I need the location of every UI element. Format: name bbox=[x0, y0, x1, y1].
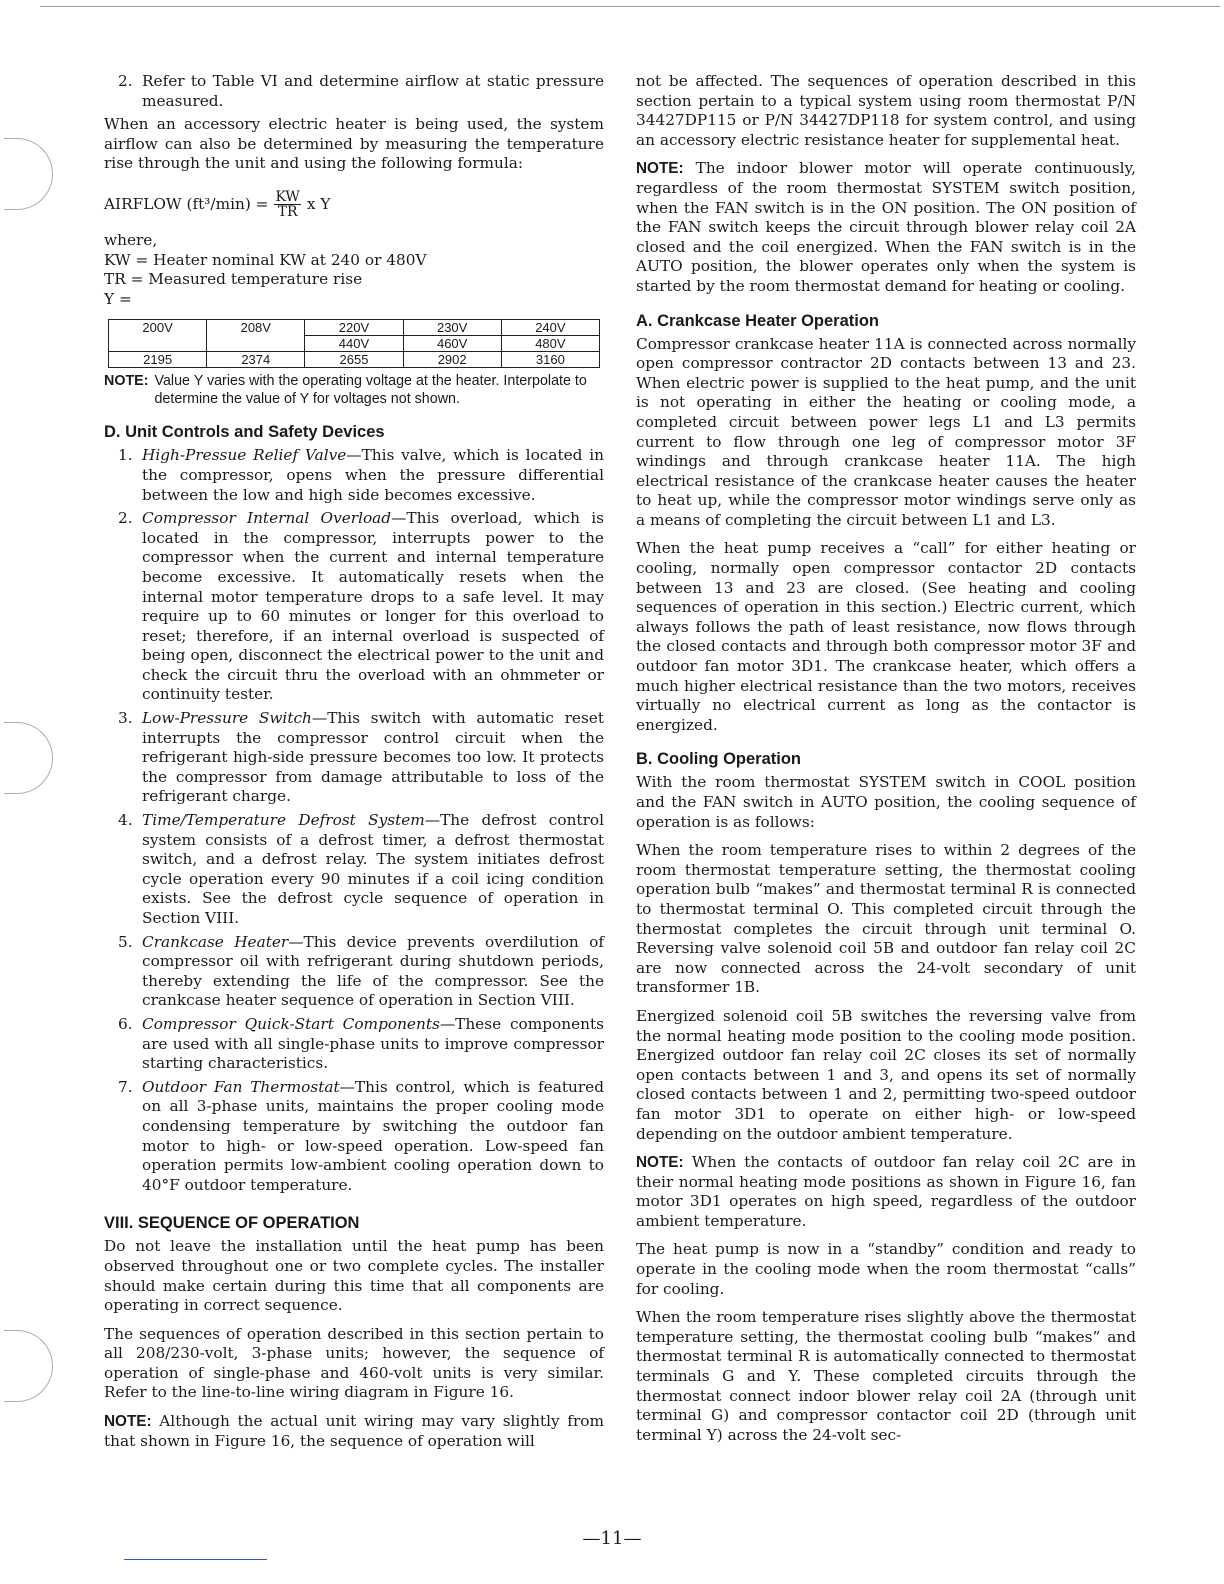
list-item: 7. Outdoor Fan Thermostat—This control, which is featured on all 3-phase units, maintains the proper cooling mode condensing temperature by switching the outdoor fan motor to high- or low-speed operation. Low-speed fan operation permits low-ambient cooling operation down to 40°F outdoor temperature. bbox=[118, 1077, 604, 1194]
heading-crankcase-heater: A. Crankcase Heater Operation bbox=[636, 311, 880, 330]
def-y: Y = bbox=[104, 289, 132, 308]
step-list bbox=[104, 72, 604, 111]
formula-definitions: where, KW = Heater nominal KW at 240 or 480V TR = Measured temperature rise Y = bbox=[104, 231, 604, 309]
paragraph: When the room temperature rises to within 2 degrees of the room thermostat temperature setting, the thermostat cooling operation bulb “makes” and thermostat terminal R is connected to thermostat terminal O. This completed circuit through the thermostat completes the circuit through unit terminal O. Reversing valve solenoid coil 5B and outdoor fan relay coil 2C are now connected across the 24-volt secondary of unit transformer 1B. bbox=[636, 841, 1136, 997]
paragraph: Compressor crankcase heater 11A is connected across normally open compressor contractor 2D contacts between 13 and 23. When electric power is supplied to the heat pump, and the unit is not operating in either the heating or cooling mode, a completed circuit between power legs L1 and L3 permits current to flow through one leg of compressor motor 3F windings and through crankcase heater 11A. The high electrical resistance of the crankcase heater causes the heater to heat up, while the compressor motor windings serve only as a means of completing the circuit between L1 and L3. bbox=[636, 334, 1136, 529]
list-item: 6. Compressor Quick-Start Components—These components are used with all single-phase units to improve compressor starting characteristics. bbox=[118, 1014, 604, 1073]
note-fan-relay: NOTE: When the contacts of outdoor fan relay coil 2C are in their normal heating mode positions as shown in Figure 16, fan motor 3D1 operates on high speed, regardless of the outdoor ambient temperature. bbox=[636, 1153, 1136, 1230]
paragraph: With the room thermostat SYSTEM switch in COOL position and the FAN switch in AUTO position, the cooling sequence of operation is as follows: bbox=[636, 773, 1136, 831]
airflow-formula: AIRFLOW (ft³/min) = $\frac{KW}{TR}$ x Y bbox=[104, 188, 331, 220]
y-value-table: 200V 208V 220V 230V 240V 440V 460V 480V 2195 2374 2655 2902 3160 bbox=[108, 319, 600, 368]
paragraph: Energized solenoid coil 5B switches the reversing valve from the normal heating mode position to the cooling mode position. Energized outdoor fan relay coil 2C closes its set of normally open contacts between 1 and 3, and opens its set of normally closed contacts between 1 and 2, permitting two-speed outdoor fan motor 3D1 to operate on either high- or low-speed depending on the outdoor ambient temperature. bbox=[636, 1006, 1136, 1143]
list-item: 4. Time/Temperature Defrost System—The defrost control system consists of a defrost timer, a defrost thermostat switch, and a defrost relay. The system initiates defrost cycle operation every 90 minutes if a coil icing condition exists. See the defrost cycle sequence of operation in Section VIII. bbox=[118, 811, 604, 927]
paragraph: Do not leave the installation until the heat pump has been observed throughout one or two complete cycles. The installer should make certain during this time that all components are operating in correct sequence. bbox=[104, 1237, 604, 1315]
left-column bbox=[104, 72, 604, 1460]
paragraph: The sequences of operation described in this section pertain to all 208/230-volt, 3-phase units; however, the sequence of operation of single-phase and 460-volt units is very similar. Refer to the line-to-line wiring diagram in Figure 16. bbox=[104, 1324, 604, 1402]
list-item: 5. Crankcase Heater—This device prevents overdilution of compressor oil with refrigerant during shutdown periods, thereby extending the life of the compressor. See the crankcase heater sequence of operation in Section VIII. bbox=[118, 932, 604, 1010]
paragraph: When the heat pump receives a “call” for either heating or cooling, normally open compressor contactor 2D contacts between 13 and 23 are closed. (See heating and cooling sequences of operation in this section.) Electric current, which always follows the path of least resistance, now flows through the closed contacts and through both compressor motor 3F and outdoor fan motor 3D1. The crankcase heater, which offers a much higher electrical resistance than the two motors, receives virtually no electrical current as long as the contactor is energized. bbox=[636, 539, 1136, 734]
punch-hole-mark bbox=[4, 138, 53, 210]
page-number: —11— bbox=[582, 1528, 642, 1549]
list-item: 2. Compressor Internal Overload—This overload, which is located in the compressor, interrupts power to the compressor when the current and internal temperature become excessive. It automatically resets when the internal motor temperature drops to a safe level. It may require up to 60 minutes or longer for this overload to reset; therefore, if an internal overload is suspected of being open, disconnect the electrical power to the unit and check the circuit thru the overload with an ohmmeter or continuity tester. bbox=[118, 509, 604, 704]
paragraph: The heat pump is now in a “standby” condition and ready to operate in the cooling mode when the room thermostat “calls” for cooling. bbox=[636, 1240, 1136, 1298]
formula-fraction: $\frac{KW}{TR}$ bbox=[275, 188, 300, 220]
paragraph: not be affected. The sequences of operation described in this section pertain to a typical system using room thermostat P/N 34427DP115 or P/N 34427DP118 for system control, and using an accessory electric resistance heater for supplemental heat. bbox=[636, 72, 1136, 149]
heading-sequence-of-operation: VIII. SEQUENCE OF OPERATION bbox=[104, 1214, 360, 1233]
note-y-value: NOTE: Value Y varies with the operating voltage at the heater. Interpolate to determine the value of Y for voltages not shown. bbox=[104, 373, 587, 408]
list-item: 3. Low-Pressure Switch—This switch with automatic reset interrupts the compressor control circuit when the refrigerant high-side pressure becomes too low. It protects the compressor from damage attributable to loss of the refrigerant charge. bbox=[118, 709, 604, 806]
heading-cooling-operation: B. Cooling Operation bbox=[636, 750, 801, 769]
punch-hole-mark bbox=[4, 722, 53, 794]
airflow-intro: When an accessory electric heater is being used, the system airflow can also be determined by measuring the temperature rise through the unit and using the following formula: bbox=[104, 115, 604, 173]
paragraph: When the room temperature rises slightly above the thermostat temperature setting, the thermostat cooling bulb “makes” and thermostat terminal R is automatically connected to thermostat terminals G and Y. These completed circuits through the thermostat connect indoor blower relay coil 2A (through unit terminal G) and compressor contactor coil 2D (through unit terminal Y) across the 24-volt sec- bbox=[636, 1308, 1136, 1444]
right-column bbox=[636, 72, 1136, 1454]
def-kw: KW = Heater nominal KW at 240 or 480V bbox=[104, 250, 427, 269]
list-item: 1. High-Pressue Relief Valve—This valve, which is located in the compressor, opens when the pressure differential between the low and high side becomes excessive. bbox=[118, 446, 604, 504]
note-wiring: NOTE: Although the actual unit wiring may vary slightly from that shown in Figure 16, the sequence of operation will bbox=[104, 1412, 604, 1450]
bottom-rule bbox=[124, 1559, 267, 1560]
note-blower: NOTE: The indoor blower motor will operate continuously, regardless of the room thermostat SYSTEM switch position, when the FAN switch is in the ON position. The ON position of the FAN switch keeps the circuit through blower relay coil 2A closed and the coil energized. When the FAN switch is in the AUTO position, the blower operates only when the system is started by the room thermostat demand for heating or cooling. bbox=[636, 159, 1136, 295]
safety-device-list bbox=[104, 446, 604, 1195]
punch-hole-mark bbox=[4, 1330, 53, 1402]
top-rule bbox=[40, 6, 1220, 7]
step-2: 2. Refer to Table VI and determine airflow at static pressure measured. bbox=[118, 72, 604, 110]
def-tr: TR = Measured temperature rise bbox=[104, 270, 363, 289]
heading-unit-controls: D. Unit Controls and Safety Devices bbox=[104, 423, 385, 442]
